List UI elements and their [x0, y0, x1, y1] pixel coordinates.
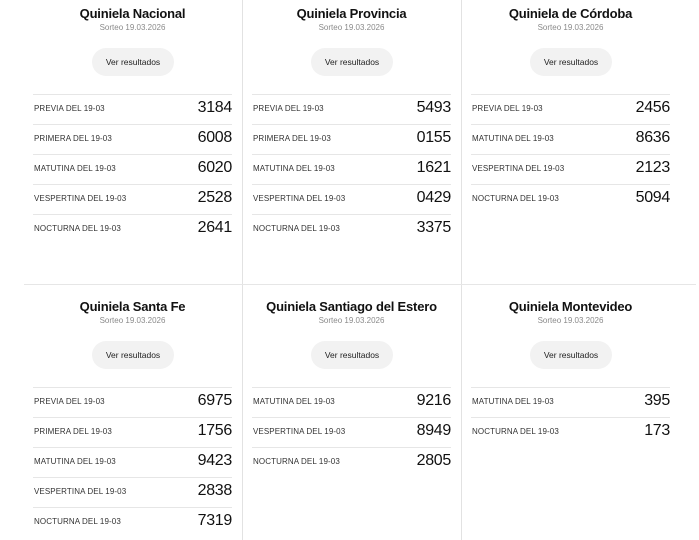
draw-number: 1621	[416, 159, 451, 176]
draw-label: NOCTURNA DEL 19-03	[472, 194, 559, 203]
draw-number: 0429	[416, 189, 451, 206]
draw-number: 6020	[197, 159, 232, 176]
draw-label: MATUTINA DEL 19-03	[34, 164, 116, 173]
card-date: Sorteo 19.03.2026	[99, 316, 166, 325]
results-list	[471, 94, 670, 214]
result-row	[471, 417, 670, 447]
draw-label: PREVIA DEL 19-03	[34, 397, 105, 406]
card-title: Quiniela de Córdoba	[508, 6, 633, 21]
card-title: Quiniela Santiago del Estero	[266, 299, 437, 314]
ver-resultados-button[interactable]: Ver resultados	[92, 48, 174, 76]
results-list	[471, 387, 670, 447]
draw-label: VESPERTINA DEL 19-03	[34, 194, 127, 203]
draw-label: NOCTURNA DEL 19-03	[34, 224, 121, 233]
card-quiniela-provincia	[252, 0, 451, 270]
result-row	[471, 124, 670, 154]
card-quiniela-montevideo	[471, 293, 670, 540]
draw-label: NOCTURNA DEL 19-03	[472, 427, 559, 436]
card-date: Sorteo 19.03.2026	[318, 23, 385, 32]
result-row	[33, 477, 232, 507]
draw-label: MATUTINA DEL 19-03	[472, 397, 554, 406]
draw-number: 2805	[416, 452, 451, 469]
draw-label: PREVIA DEL 19-03	[472, 104, 543, 113]
result-row	[252, 447, 451, 477]
draw-label: PRIMERA DEL 19-03	[34, 134, 112, 143]
result-row	[33, 94, 232, 124]
result-row	[33, 154, 232, 184]
draw-label: MATUTINA DEL 19-03	[472, 134, 554, 143]
result-row	[33, 447, 232, 477]
card-quiniela-santiago-del-estero	[252, 293, 451, 540]
draw-number: 2838	[197, 482, 232, 499]
draw-label: PRIMERA DEL 19-03	[253, 134, 331, 143]
column-divider	[242, 0, 243, 540]
results-list	[252, 94, 451, 244]
result-row	[252, 154, 451, 184]
result-row	[33, 124, 232, 154]
card-date: Sorteo 19.03.2026	[537, 316, 604, 325]
ver-resultados-button[interactable]: Ver resultados	[311, 48, 393, 76]
result-row	[471, 184, 670, 214]
card-quiniela-nacional	[33, 0, 232, 270]
draw-number: 0155	[416, 129, 451, 146]
result-row	[252, 417, 451, 447]
row-divider	[24, 284, 696, 285]
draw-label: MATUTINA DEL 19-03	[34, 457, 116, 466]
draw-number: 7319	[197, 512, 232, 529]
draw-label: VESPERTINA DEL 19-03	[472, 164, 565, 173]
draw-label: MATUTINA DEL 19-03	[253, 164, 335, 173]
result-row	[33, 214, 232, 244]
result-row	[33, 184, 232, 214]
result-row	[471, 154, 670, 184]
ver-resultados-button[interactable]: Ver resultados	[530, 341, 612, 369]
card-title: Quiniela Nacional	[79, 6, 186, 21]
draw-number: 3375	[416, 219, 451, 236]
draw-number: 6008	[197, 129, 232, 146]
result-row	[471, 94, 670, 124]
draw-label: MATUTINA DEL 19-03	[253, 397, 335, 406]
draw-number: 9216	[416, 392, 451, 409]
result-row	[252, 184, 451, 214]
draw-number: 3184	[197, 99, 232, 116]
draw-label: VESPERTINA DEL 19-03	[253, 194, 346, 203]
draw-number: 1756	[197, 422, 232, 439]
draw-number: 395	[644, 392, 670, 409]
draw-number: 9423	[197, 452, 232, 469]
draw-number: 8949	[416, 422, 451, 439]
card-quiniela-santa-fe	[33, 293, 232, 540]
card-title: Quiniela Santa Fe	[79, 299, 186, 314]
result-row	[252, 94, 451, 124]
ver-resultados-button[interactable]: Ver resultados	[92, 341, 174, 369]
draw-number: 6975	[197, 392, 232, 409]
card-title: Quiniela Montevideo	[508, 299, 633, 314]
result-row	[252, 124, 451, 154]
result-row	[33, 417, 232, 447]
draw-number: 5493	[416, 99, 451, 116]
result-row	[252, 387, 451, 417]
draw-number: 2641	[197, 219, 232, 236]
result-row	[33, 387, 232, 417]
result-row	[471, 387, 670, 417]
draw-number: 2528	[197, 189, 232, 206]
draw-number: 8636	[635, 129, 670, 146]
draw-label: VESPERTINA DEL 19-03	[253, 427, 346, 436]
draw-label: PRIMERA DEL 19-03	[34, 427, 112, 436]
result-row	[33, 507, 232, 537]
column-divider	[461, 0, 462, 540]
draw-label: NOCTURNA DEL 19-03	[34, 517, 121, 526]
draw-number: 173	[644, 422, 670, 439]
draw-label: NOCTURNA DEL 19-03	[253, 457, 340, 466]
ver-resultados-button[interactable]: Ver resultados	[530, 48, 612, 76]
draw-number: 2456	[635, 99, 670, 116]
draw-label: PREVIA DEL 19-03	[34, 104, 105, 113]
card-date: Sorteo 19.03.2026	[318, 316, 385, 325]
card-date: Sorteo 19.03.2026	[537, 23, 604, 32]
results-list	[252, 387, 451, 477]
draw-label: NOCTURNA DEL 19-03	[253, 224, 340, 233]
draw-number: 5094	[635, 189, 670, 206]
card-title: Quiniela Provincia	[296, 6, 407, 21]
results-list	[33, 387, 232, 537]
draw-label: VESPERTINA DEL 19-03	[34, 487, 127, 496]
card-quiniela-cordoba	[471, 0, 670, 270]
ver-resultados-button[interactable]: Ver resultados	[311, 341, 393, 369]
result-row	[252, 214, 451, 244]
draw-label: PREVIA DEL 19-03	[253, 104, 324, 113]
card-date: Sorteo 19.03.2026	[99, 23, 166, 32]
results-list	[33, 94, 232, 244]
draw-number: 2123	[635, 159, 670, 176]
